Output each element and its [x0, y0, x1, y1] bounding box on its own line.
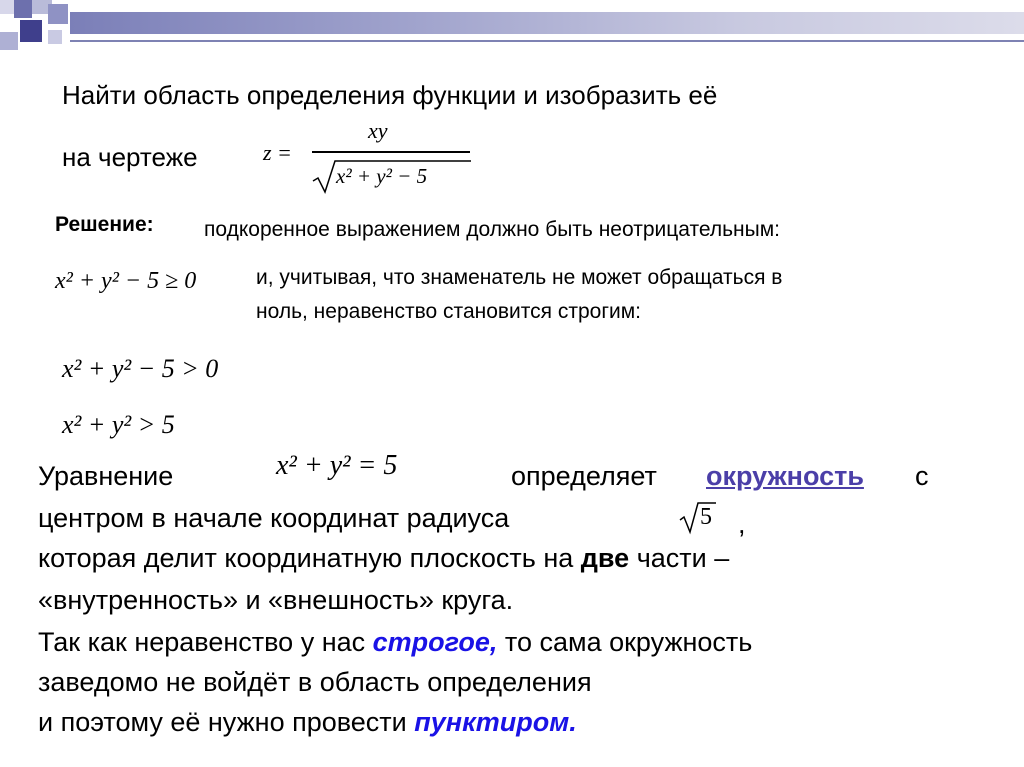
solution-label: Решение: — [55, 213, 154, 236]
para-line3 — [38, 540, 729, 576]
radius-value: 5 — [700, 504, 712, 530]
slide-title-line1: Найти область определения функции и изобразить её — [62, 80, 718, 110]
dotted-emphasis: пунктиром. — [414, 707, 577, 737]
header-line — [70, 40, 1024, 42]
para-line3-a: которая делит координатную плоскость на — [38, 543, 574, 573]
decor-square-7 — [0, 32, 18, 50]
para-line4: «внутренность» и «внешность» круга. — [38, 585, 514, 615]
note-line1: и, учитывая, что знаменатель не может обращаться в — [256, 266, 783, 289]
decor-square-1 — [0, 0, 14, 14]
decor-square-6 — [48, 30, 62, 44]
para-line5 — [38, 624, 752, 660]
radius-sqrt-sign — [678, 500, 718, 536]
para-line7-a: и поэтому её нужно провести — [38, 707, 407, 737]
circle-link[interactable]: окружность — [706, 461, 864, 491]
para-line6: заведомо не войдёт в область определения — [38, 667, 592, 697]
para-line3-bold: две — [580, 543, 630, 573]
strict-emphasis: строгое, — [372, 627, 498, 657]
para-line1-b: определяет — [511, 461, 657, 491]
formula-denominator: x² + y² − 5 — [336, 164, 428, 188]
para-line1-a: Уравнение — [38, 461, 174, 491]
note-line2: ноль, неравенство становится строгим: — [256, 300, 642, 323]
para-line2-b: , — [738, 509, 746, 539]
para-line7 — [38, 704, 577, 740]
para-line5-b: то сама окружность — [504, 627, 753, 657]
inequality-final: x² + y² > 5 — [62, 410, 175, 439]
formula-numerator: xy — [368, 118, 388, 143]
header-bar — [70, 12, 1024, 34]
decor-square-4 — [20, 20, 42, 42]
formula-z-label: z = — [263, 140, 292, 165]
para-line1-c: с — [915, 461, 929, 491]
circle-equation: x² + y² = 5 — [276, 450, 398, 481]
inequality-nonneg: x² + y² − 5 ≥ 0 — [55, 268, 197, 294]
slide-title-line2: на чертеже — [62, 142, 198, 172]
inequality-strict: x² + y² − 5 > 0 — [62, 354, 219, 383]
solution-text: подкоренное выражением должно быть неотрицательным: — [204, 218, 780, 241]
decor-square-2 — [14, 0, 32, 18]
decor-square-5 — [48, 4, 68, 24]
fraction-bar — [312, 151, 470, 153]
para-line2-a: центром в начале координат радиуса — [38, 503, 510, 533]
para-line5-a: Так как неравенство у нас — [38, 627, 366, 657]
para-line3-b: части – — [636, 543, 730, 573]
